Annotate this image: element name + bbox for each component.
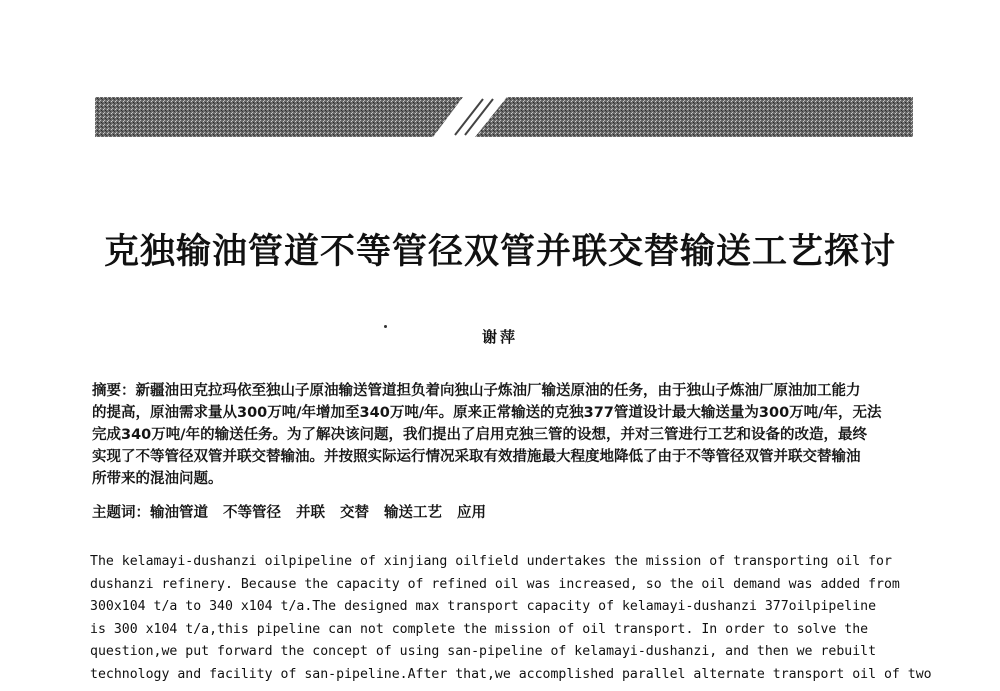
- abstract-line: 完成340万吨/年的输送任务。为了解决该问题，我们提出了启用克独三管的设想，并对三管进行工艺和设备的改造，最终: [92, 427, 868, 443]
- keyword: 不等管径: [223, 505, 281, 521]
- abstract-line: 的提高，原油需求量从300万吨/年增加至340万吨/年。原来正常输送的克独377管道设计最大输送量为300万吨/年，无法: [92, 405, 882, 421]
- english-abstract: [90, 551, 932, 687]
- banner-left-band: [95, 97, 463, 137]
- keyword: 输油管道: [150, 505, 208, 521]
- abstract-line: 所带来的混油问题。: [92, 471, 223, 487]
- english-line: The kelamayi-dushanzi oilpipeline of xinjiang oilfield undertakes the mission of transporting oil for: [90, 554, 892, 569]
- english-line: dushanzi refinery. Because the capacity of refined oil was increased, so the oil demand was added from: [90, 576, 900, 592]
- banner-right-band: [475, 97, 913, 137]
- english-line: technology and facility of san-pipeline.After that,we accomplished parallel alternate transport oil of two: [90, 666, 932, 682]
- keyword: 输送工艺: [384, 505, 442, 521]
- keyword: 并联: [296, 505, 325, 521]
- keyword: 交替: [340, 505, 369, 521]
- scan-speck: [384, 325, 387, 328]
- article-title: 克独输油管道不等管径双管并联交替输送工艺探讨: [103, 232, 896, 272]
- english-line: is 300 x104 t/a,this pipeline can not complete the mission of oil transport. In order to solve the: [90, 621, 869, 637]
- abstract-line: 实现了不等管径双管并联交替输油。并按照实际运行情况采取有效措施最大程度地降低了由于不等管径双管并联交替输油: [92, 449, 861, 465]
- english-line: question,we put forward the concept of using san-pipeline of kelamayi-dushanzi, and then we rebuilt: [90, 644, 877, 660]
- chinese-abstract: [92, 380, 914, 490]
- keywords-line: [92, 501, 501, 522]
- abstract-line: 摘要：新疆油田克拉玛依至独山子原油输送管道担负着向独山子炼油厂输送原油的任务，由于独山子炼油厂原油加工能力: [92, 383, 861, 399]
- keyword: 应用: [457, 505, 486, 521]
- header-banner: [95, 97, 913, 137]
- author-name: 谢萍: [481, 328, 518, 346]
- english-line: 300x104 t/a to 340 x104 t/a.The designed max transport capacity of kelamayi-dushanzi 377oilpipeline: [90, 599, 877, 615]
- keywords-label: 主题词：: [92, 505, 150, 521]
